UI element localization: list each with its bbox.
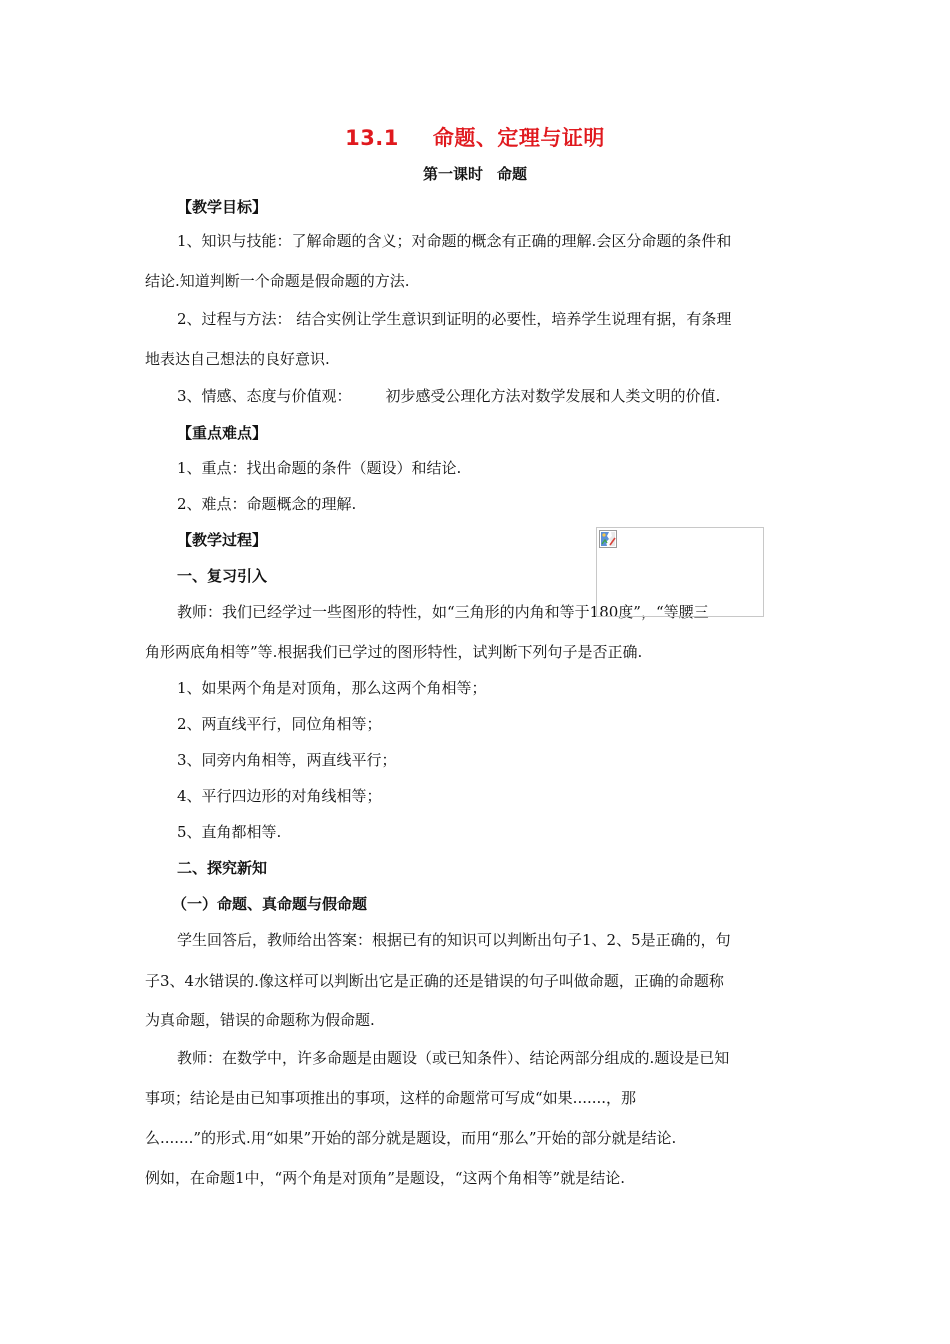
subsection-propositions: （一）命题、真命题与假命题 <box>172 895 368 913</box>
structure-paragraph-line-3: 么.......”的形式.用“如果”开始的部分就是题设，而用“那么”开始的部分就是结论. <box>145 1129 677 1147</box>
review-paragraph-line-1: 教师：我们已经学过一些图形的特性，如“三角形的内角和等于180度”，“等腰三 <box>177 603 709 621</box>
goal-1-line-2: 结论.知道判断一个命题是假命题的方法. <box>145 272 410 290</box>
structure-paragraph-line-1: 教师：在数学中，许多命题是由题设（或已知条件）、结论两部分组成的.题设是已知 <box>177 1049 730 1067</box>
structure-paragraph-line-2: 事项；结论是由已知事项推出的事项，这样的命题常可写成“如果.......，那 <box>145 1089 637 1107</box>
document-title <box>0 122 950 152</box>
title-text: 命题、定理与证明 <box>432 126 605 150</box>
title-number: 13.1 <box>345 126 399 150</box>
key-point-2: 2、难点：命题概念的理解. <box>177 495 357 513</box>
embedded-picture-placeholder <box>596 527 764 617</box>
review-paragraph-line-2: 角形两底角相等”等.根据我们已学过的图形特性，试判断下列句子是否正确. <box>145 643 643 661</box>
goal-1-line-1: 1、知识与技能：了解命题的含义；对命题的概念有正确的理解.会区分命题的条件和 <box>177 232 732 250</box>
section-explore: 二、探究新知 <box>177 859 268 877</box>
answer-paragraph-line-1: 学生回答后，教师给出答案：根据已有的知识可以判断出句子1、2、5是正确的，句 <box>177 931 731 949</box>
heading-key-points: 【重点难点】 <box>177 424 268 442</box>
answer-paragraph-line-3: 为真命题，错误的命题称为假命题. <box>145 1011 375 1029</box>
goal-3 <box>177 385 837 407</box>
goal-2-line-2: 地表达自己想法的良好意识. <box>145 350 330 368</box>
subtitle-topic: 命题 <box>497 165 528 183</box>
heading-teaching-process: 【教学过程】 <box>177 531 268 549</box>
section-review: 一、复习引入 <box>177 567 268 585</box>
subtitle-lesson: 第一课时 <box>422 165 483 183</box>
structure-paragraph-line-4: 例如，在命题1中，“两个角是对顶角”是题设，“这两个角相等”就是结论. <box>145 1169 625 1187</box>
goal-3-text: 初步感受公理化方法对数学发展和人类文明的价值. <box>385 387 721 405</box>
goal-2-line-1: 2、过程与方法： 结合实例让学生意识到证明的必要性，培养学生说理有据，有条理 <box>177 310 732 328</box>
key-point-1: 1、重点：找出命题的条件（题设）和结论. <box>177 459 462 477</box>
statement-item-4: 4、平行四边形的对角线相等； <box>177 787 382 805</box>
statement-item-1: 1、如果两个角是对顶角，那么这两个角相等； <box>177 679 487 697</box>
answer-paragraph-line-2: 子3、4水错误的.像这样可以判断出它是正确的还是错误的句子叫做命题，正确的命题称 <box>145 972 724 990</box>
statement-item-3: 3、同旁内角相等，两直线平行； <box>177 751 397 769</box>
broken-image-icon <box>599 530 617 548</box>
statement-item-2: 2、两直线平行，同位角相等； <box>177 715 382 733</box>
lesson-subtitle <box>0 163 950 184</box>
goal-3-label: 3、情感、态度与价值观： <box>177 387 352 405</box>
heading-teaching-goals: 【教学目标】 <box>177 198 268 216</box>
statement-item-5: 5、直角都相等. <box>177 823 282 841</box>
